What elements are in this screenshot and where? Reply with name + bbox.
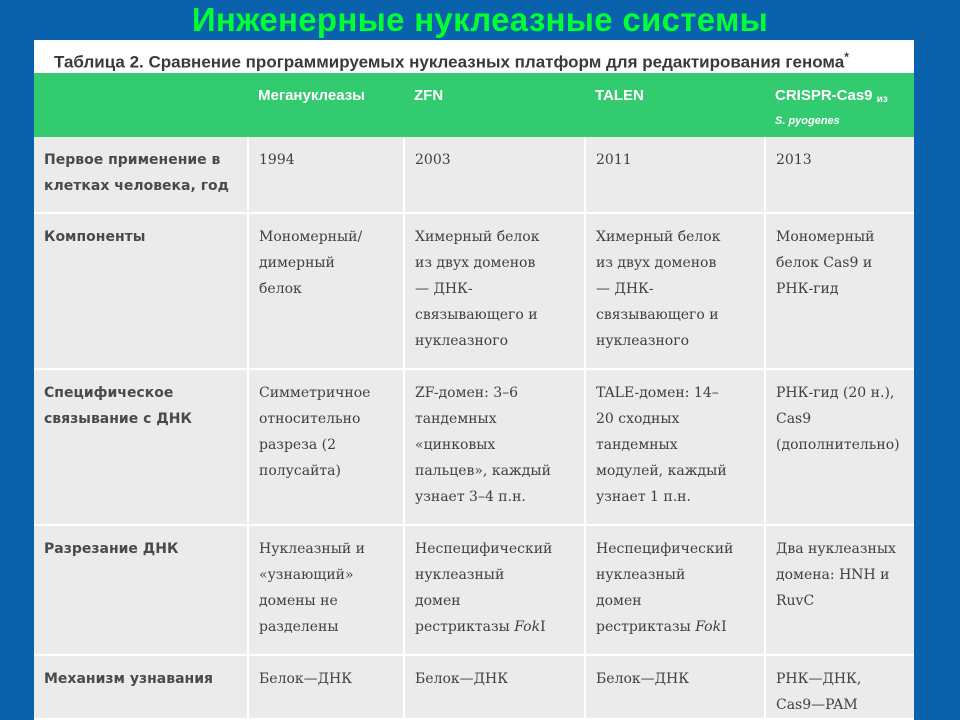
table-row [34, 655, 914, 719]
cell-line: Белок—ДНК [259, 671, 353, 687]
caption-text: Таблица 2. Сравнение программируемых нуклеазных платформ для редактирования генома [54, 52, 845, 72]
row-header-line: Механизм узнавания [44, 671, 213, 687]
header-corner [34, 73, 248, 137]
cell-crispr [765, 137, 914, 213]
cell-line: Нуклеазный и [259, 541, 365, 557]
cell-line: Мономерный [776, 229, 875, 245]
cell-line: домены не [259, 593, 338, 609]
cell-crispr [765, 655, 914, 719]
cell-line: 20 сходных [596, 411, 680, 427]
cell-line: узнает 1 п.н. [596, 489, 691, 505]
header-crispr-sub: S. pyogenes [775, 115, 840, 127]
header-meganucleases: Мегануклеазы [248, 73, 404, 137]
table-body [34, 137, 914, 719]
row-header-line: Специфическое [44, 385, 174, 401]
row-header-line: Компоненты [44, 229, 146, 245]
header-zfn: ZFN [404, 73, 585, 137]
cell-line: 2013 [776, 152, 812, 168]
row-header [34, 213, 248, 369]
caption-footnote-mark: * [844, 50, 849, 64]
cell-line: белок [259, 281, 302, 297]
cell-line: связывающего и [415, 307, 538, 323]
cell-line: белок Cas9 и [776, 255, 873, 271]
cell-crispr [765, 213, 914, 369]
cell-line: (дополнительно) [776, 437, 900, 453]
cell-line: домен [415, 593, 461, 609]
cell-talen [585, 655, 765, 719]
cell-line: Белок—ДНК [596, 671, 690, 687]
table-row [34, 369, 914, 525]
cell-line: — ДНК- [596, 281, 654, 297]
cell-line: Неспецифический [596, 541, 734, 557]
cell-line: относительно [259, 411, 361, 427]
cell-line: РНК—ДНК, [776, 671, 862, 687]
cell-line: тандемных [415, 411, 497, 427]
cell-line: Симметричное [259, 385, 371, 401]
cell-line: Неспецифический [415, 541, 553, 557]
cell-line: Два нуклеазных [776, 541, 896, 557]
cell-line: полусайта) [259, 463, 341, 479]
cell-crispr [765, 369, 914, 525]
table-caption [54, 50, 914, 72]
cell-talen [585, 137, 765, 213]
row-header-line: клетках человека, год [44, 178, 229, 194]
slide-title: Инженерные нуклеазные системы [191, 1, 769, 38]
header-crispr-suffix: из [876, 94, 888, 105]
cell-meganucleases [248, 213, 404, 369]
cell-line: 2003 [415, 152, 451, 168]
cell-line: нуклеазный [415, 567, 505, 583]
cell-line: домена: HNH и [776, 567, 890, 583]
header-crispr [765, 73, 914, 137]
table-row [34, 525, 914, 655]
row-header [34, 525, 248, 655]
cell-line: связывающего и [596, 307, 719, 323]
row-header-line: связывание с ДНК [44, 411, 192, 427]
table-header-row [34, 73, 914, 137]
cell-line: тандемных [596, 437, 678, 453]
cell-line: «цинковых [415, 437, 496, 453]
cell-zfn [404, 369, 585, 525]
comparison-table [34, 73, 914, 720]
cell-meganucleases [248, 137, 404, 213]
cell-line: нуклеазный [596, 567, 686, 583]
row-header-line: Разрезание ДНК [44, 541, 179, 557]
cell-line: модулей, каждый [596, 463, 727, 479]
cell-zfn [404, 213, 585, 369]
cell-line: — ДНК- [415, 281, 473, 297]
cell-talen [585, 369, 765, 525]
cell-line: узнает 3–4 п.н. [415, 489, 526, 505]
enzyme-name: Fok [695, 619, 722, 635]
cell-talen [585, 213, 765, 369]
cell-line: 1994 [259, 152, 295, 168]
cell-line: из двух доменов [415, 255, 536, 271]
header-crispr-label: CRISPR-Cas9 [775, 87, 873, 104]
cell-line: рестриктазы FokI [596, 619, 727, 635]
cell-meganucleases [248, 525, 404, 655]
header-talen: TALEN [585, 73, 765, 137]
cell-line: из двух доменов [596, 255, 717, 271]
cell-line: Cas9 [776, 411, 812, 427]
cell-line: Мономерный/ [259, 229, 363, 245]
cell-line: Белок—ДНК [415, 671, 509, 687]
cell-crispr [765, 525, 914, 655]
table-row [34, 137, 914, 213]
enzyme-name: Fok [514, 619, 541, 635]
cell-line: разделены [259, 619, 339, 635]
cell-line: нуклеазного [596, 333, 690, 349]
cell-line: ZF-домен: 3–6 [415, 385, 519, 401]
row-header [34, 137, 248, 213]
cell-zfn [404, 655, 585, 719]
cell-line: Cas9—PAM [776, 697, 858, 713]
cell-meganucleases [248, 655, 404, 719]
cell-line: РНК-гид (20 н.), [776, 385, 895, 401]
cell-line: димерный [259, 255, 335, 271]
row-header [34, 369, 248, 525]
cell-line: Химерный белок [596, 229, 721, 245]
cell-zfn [404, 137, 585, 213]
cell-line: нуклеазного [415, 333, 509, 349]
table-panel [34, 40, 914, 720]
cell-talen [585, 525, 765, 655]
row-header [34, 655, 248, 719]
cell-line: разреза (2 [259, 437, 336, 453]
cell-zfn [404, 525, 585, 655]
cell-line: RuvC [776, 593, 815, 609]
cell-line: Химерный белок [415, 229, 540, 245]
row-header-line: Первое применение в [44, 152, 221, 168]
cell-line: TALE-домен: 14– [596, 385, 719, 401]
cell-line: домен [596, 593, 642, 609]
cell-line: пальцев», каждый [415, 463, 551, 479]
cell-line: «узнающий» [259, 567, 354, 583]
cell-line: 2011 [596, 152, 632, 168]
cell-line: РНК-гид [776, 281, 839, 297]
cell-line: рестриктазы FokI [415, 619, 546, 635]
table-row [34, 213, 914, 369]
cell-meganucleases [248, 369, 404, 525]
